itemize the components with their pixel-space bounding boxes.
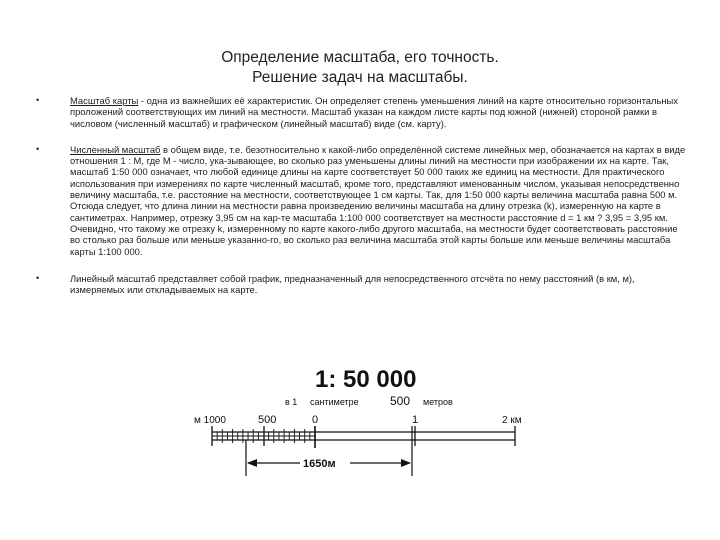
tick-label-500: 500 xyxy=(258,414,277,426)
linear-scale-diagram xyxy=(190,360,550,500)
bullet-marker: • xyxy=(36,143,40,154)
bullet-text: Линейный масштаб представляет собой график, предназначенный для непосредственного отсчёта по нему расстояний (в км, м), измеряемых или откладываемых на карте. xyxy=(70,272,635,296)
caption-unit: сантиметре xyxy=(310,397,359,407)
caption-suffix: метров xyxy=(423,397,453,407)
caption-prefix: в 1 xyxy=(285,397,298,407)
tick-label-1000: м 1000 xyxy=(194,415,226,426)
caption-value: 500 xyxy=(390,394,411,408)
bullet-text: в общем виде, т.е. безотносительно к какой-либо определённой системе линейных мер, обозначается на картах в виде отношения 1 : М, где М - число, ука-зывающее, во сколько раз уменьшены длины линий на местности при изображении их на карте. Так, масштаб 1:50 000 означает, что любой единице длины на карте соответствует 50 000 таких же единиц на местности. Для практического использования при измерениях по карте численный масштаб, кроме того, представляют именованным числом, указывая непосредственно величину масштаба, т.е. расстояние на местности, соответствующее 1 см карты. Так, для 1:50 000 карты величина масштаба равна 500 м. Отсюда следует, что длина линии на местности равна произведению величины масштаба на длину отрезка (k), измеренную на карте в сантиметрах. Например, отрезку 3,95 см на кар-те масштаба 1:100 000 соответствует на местности расстояние d = 1 км ? 3,95 = 3,95 км. Очевидно, что такому же отрезку k, измеренному по карте какого-либо другого масштаба, на местности будет соответствовать расстояние во столько раз больше или меньше указанно-го, во сколько раз величина масштаба этой карты больше или меньше величины масштаба карты 1:100 000. xyxy=(70,143,686,257)
bullet-linear-scale xyxy=(36,273,686,296)
term-numeric-scale: Численный масштаб xyxy=(70,143,161,155)
bullet-list xyxy=(36,95,686,295)
tick-label-2km: 2 км xyxy=(502,415,522,426)
arrow-head-right xyxy=(401,459,411,467)
term-map-scale: Масштаб карты xyxy=(70,95,139,106)
arrow-head-left xyxy=(247,459,257,467)
tick-label-1: 1 xyxy=(412,414,419,426)
title-line-2: Решение задач на масштабы. xyxy=(252,69,468,86)
scale-ratio-label: 1: 50 000 xyxy=(315,366,417,393)
slide-title xyxy=(120,48,600,88)
bullet-marker: • xyxy=(36,95,40,105)
bullet-text: - одна из важнейших её характеристик. Он определяет степень уменьшения линий на карте относительно горизонтальных проложений соответствующих им линий на местности. Масштаб указан на каждом листе карты под южной (нижней) стороной рамки в числовом (численный масштаб) и графическом (линейный масштаб) виде (см. карту). xyxy=(70,95,678,129)
tick-label-0: 0 xyxy=(312,414,319,426)
bullet-marker: • xyxy=(36,272,40,283)
linear-scale-figure xyxy=(190,360,550,500)
scale-bar xyxy=(212,426,515,448)
measurement-arrow xyxy=(246,426,412,476)
bullet-numeric-scale xyxy=(36,144,686,257)
measure-label: 1650м xyxy=(303,458,336,470)
bullet-scale-definition xyxy=(36,95,686,129)
title-line-1: Определение масштаба, его точность. xyxy=(221,49,499,66)
